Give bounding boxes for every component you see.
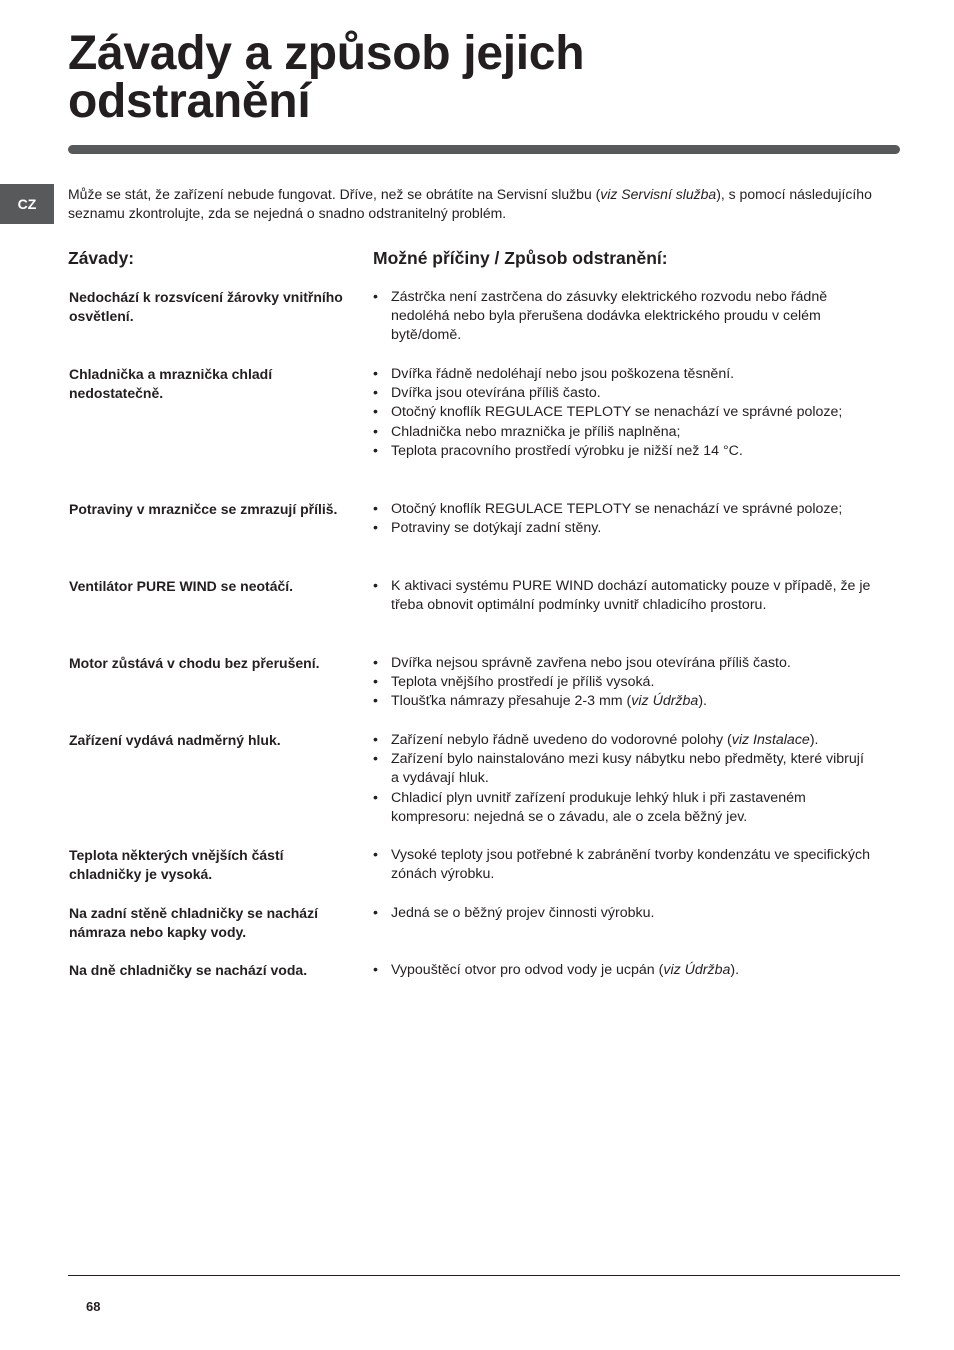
bullet-icon: • [373, 674, 378, 691]
cause-text: Dvířka řádně nedoléhají nebo jsou poškozena těsnění. [391, 366, 735, 382]
cause-item [373, 789, 873, 827]
cause-text-after: ). [730, 962, 740, 978]
fault-label: Teplota některých vnějších částí chladničky je vysoká. [69, 847, 284, 882]
causes-list [373, 846, 873, 884]
bullet-icon: • [373, 847, 378, 863]
bullet-icon: • [373, 366, 378, 382]
cause-item [373, 577, 873, 615]
cause-item [373, 519, 873, 538]
cause-item [373, 500, 873, 519]
bullet-icon: • [373, 789, 378, 806]
cause-text: Vysoké teploty jsou potřebné k zabránění tvorby kondenzátu ve specifických zónách výrobku. [391, 847, 870, 883]
cause-text: Dvířka nejsou správně zavřena nebo jsou otevírána příliš často. [391, 655, 791, 671]
causes-column-heading: Možné příčiny / Způsob odstranění: [373, 248, 668, 268]
bullet-icon: • [373, 442, 378, 459]
cause-text: Potraviny se dotýkají zadní stěny. [391, 520, 602, 537]
bullet-icon: • [373, 693, 378, 710]
cause-item [373, 692, 873, 711]
fault-label: Na dně chladničky se nachází voda. [69, 962, 308, 978]
cause-text: Otočný knoflík REGULACE TEPLOTY se nenachází ve správné poloze; [391, 404, 843, 421]
title-underline-bar [68, 145, 900, 154]
faults-column-heading: Závady: [68, 248, 135, 268]
bullet-icon: • [373, 385, 378, 402]
cause-item [373, 654, 873, 673]
bullet-icon: • [373, 289, 378, 305]
intro-text-2: ), s pomocí následujícího seznamu zkontrolujte, zda se nejedná o snadno odstranitelný problém. [68, 186, 872, 221]
causes-list [373, 904, 873, 923]
bullet-icon: • [373, 578, 378, 594]
bullet-icon: • [373, 751, 378, 768]
cause-text: Teplota vnějšího prostředí je příliš vysoká. [391, 674, 655, 691]
cause-item [373, 288, 873, 346]
title-line-1: Závady a způsob jejich [68, 27, 585, 80]
cause-item [373, 384, 873, 403]
bullet-icon: • [373, 962, 378, 978]
causes-list [373, 365, 873, 461]
cause-item [373, 403, 873, 422]
cause-text: Zástrčka není zastrčena do zásuvky elektrického rozvodu nebo řádně nedoléhá nebo byla přerušena dodávka elektrického proudu v celém bytě/domě. [391, 289, 828, 344]
footer-rule [68, 1275, 900, 1276]
causes-list [373, 288, 873, 346]
fault-label: Potraviny v mrazničce se zmrazují příliš. [69, 501, 338, 517]
cause-text-after: ). [809, 732, 819, 748]
cause-item [373, 961, 873, 980]
cause-text: Vypouštěcí otvor pro odvod vody je ucpán ( [391, 962, 664, 978]
page-title [68, 27, 585, 128]
causes-list [373, 731, 873, 827]
bullet-icon: • [373, 905, 378, 921]
cause-text: Dvířka jsou otevírána příliš často. [391, 385, 601, 402]
intro-reference: viz Servisní služba [600, 186, 717, 202]
fault-label: Na zadní stěně chladničky se nachází námraza nebo kapky vody. [69, 905, 318, 940]
title-line-2: odstranění [68, 75, 311, 128]
intro-paragraph [68, 185, 878, 223]
cause-item [373, 442, 873, 461]
cause-item [373, 365, 873, 384]
fault-label: Motor zůstává v chodu bez přerušení. [69, 655, 320, 671]
causes-list [373, 961, 873, 980]
intro-text-1: Může se stát, že zařízení nebude fungovat. Dříve, než se obrátíte na Servisní službu ( [68, 186, 601, 202]
fault-label: Zařízení vydává nadměrný hluk. [69, 732, 281, 748]
cause-text: K aktivaci systému PURE WIND dochází automaticky pouze v případě, že je třeba obnovit optimální podmínky uvnitř chladicího prostoru. [391, 578, 871, 614]
bullet-icon: • [373, 501, 378, 517]
fault-label: Nedochází k rozsvícení žárovky vnitřního osvětlení. [69, 289, 343, 324]
bullet-icon: • [373, 520, 378, 537]
cause-item [373, 846, 873, 884]
bullet-icon: • [373, 404, 378, 421]
cause-reference: viz Údržba [663, 962, 731, 978]
causes-list [373, 500, 873, 538]
cause-text: Zařízení bylo nainstalováno mezi kusy nábytku nebo předměty, které vibrují a vydávají hluk. [391, 751, 864, 787]
page-number: 68 [86, 1299, 101, 1314]
language-tab: CZ [0, 184, 54, 224]
bullet-icon: • [373, 655, 378, 671]
causes-list [373, 577, 873, 615]
cause-text-after: ). [698, 693, 707, 710]
fault-label: Ventilátor PURE WIND se neotáčí. [69, 578, 294, 594]
cause-text: Zařízení nebylo řádně uvedeno do vodorovné polohy ( [391, 732, 732, 748]
cause-item [373, 904, 873, 923]
cause-reference: viz Údržba [631, 693, 699, 710]
cause-text: Jedná se o běžný projev činnosti výrobku. [391, 905, 655, 921]
cause-item [373, 423, 873, 442]
bullet-icon: • [373, 423, 378, 440]
fault-label: Chladnička a mraznička chladí nedostatečně. [69, 366, 273, 401]
cause-item [373, 731, 873, 750]
cause-reference: viz Instalace [731, 732, 810, 748]
cause-text: Teplota pracovního prostředí výrobku je nižší než 14 °C. [391, 442, 743, 459]
cause-text: Tloušťka námrazy přesahuje 2-3 mm ( [391, 693, 632, 710]
cause-text: Chladicí plyn uvnitř zařízení produkuje lehký hluk i při zastaveném kompresoru: nejedná se o závadu, ale o zcela běžný jev. [391, 789, 806, 825]
cause-item [373, 750, 873, 788]
cause-text: Chladnička nebo mraznička je příliš naplněna; [391, 423, 681, 440]
cause-text: Otočný knoflík REGULACE TEPLOTY se nenachází ve správné poloze; [391, 501, 843, 517]
cause-item [373, 673, 873, 692]
bullet-icon: • [373, 732, 378, 748]
causes-list [373, 654, 873, 712]
